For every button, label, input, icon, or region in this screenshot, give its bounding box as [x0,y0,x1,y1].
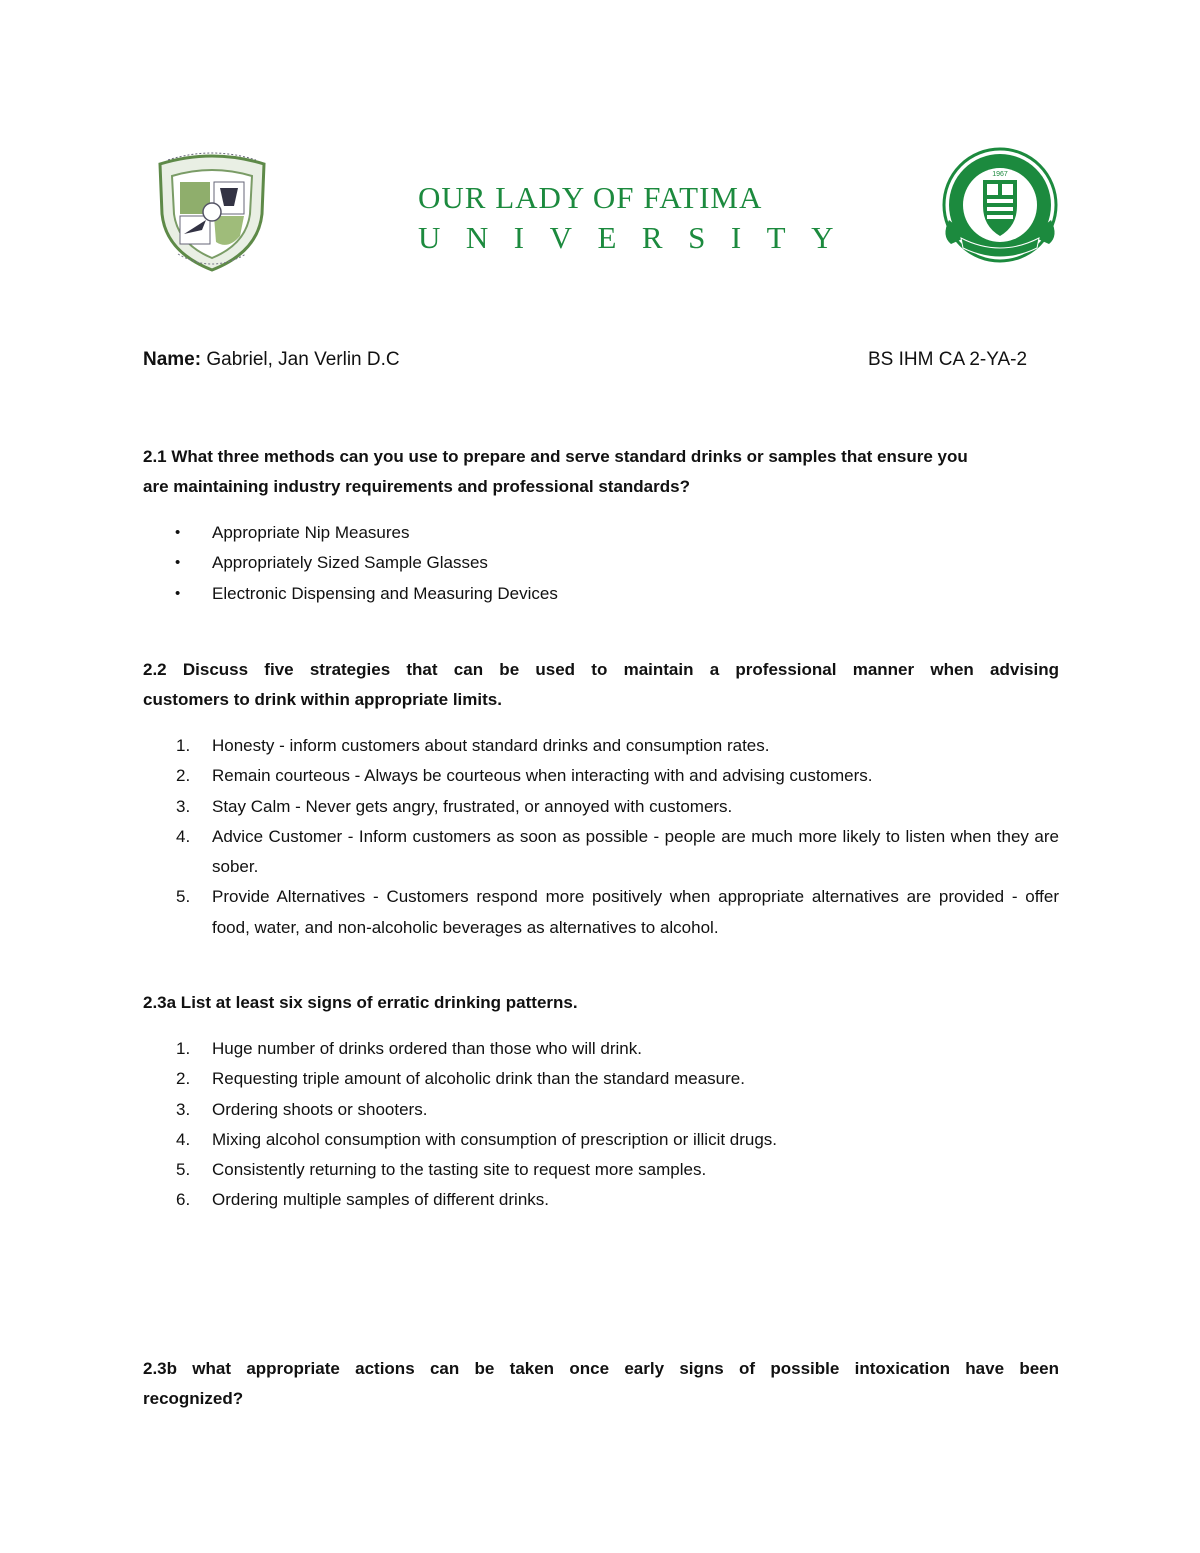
bullet-marker: • [175,554,181,572]
question-2-1-line1: 2.1 What three methods can you use to prepare and serve standard drinks or samples that ensure you [143,447,968,466]
university-name-line1: OUR LADY OF FATIMA [418,180,763,215]
question-2-2 [143,655,1059,715]
university-seal-logo [941,146,1059,264]
list-item: 2. Remain courteous - Always be courteous when interacting with and advising customers. [176,766,873,786]
question-2-3b [143,1354,1059,1414]
list-item: 6. Ordering multiple samples of different drinks. [176,1190,550,1210]
student-info-row [143,349,1043,379]
question-2-3b-line2: recognized? [143,1389,244,1408]
list-item: 5. Consistently returning to the tasting site to request more samples. [176,1160,707,1180]
university-name-line2: UNIVERSITY [418,220,859,255]
list-item: 3. Stay Calm - Never gets angry, frustrated, or annoyed with customers. [176,796,733,816]
bullet-marker: • [175,524,181,541]
question-2-2-line2: customers to drink within appropriate limits. [143,690,502,709]
list-item: 3. Ordering shoots or shooters. [176,1099,428,1119]
list-item: • Appropriate Nip Measures [143,518,1059,548]
list-item: • Appropriately Sized Sample Glasses [143,548,1059,578]
list-item: 5. Provide Alternatives - Customers respond more positively when appropriate alternatives are provided - offer food, water, and non-alcoholic beverages as alternatives to alcohol. [176,887,1059,937]
answer-list-2-1 [143,518,1059,609]
name-label: Name: [143,349,202,370]
seal-year: 1967 [992,171,1008,178]
list-item: 1. Huge number of drinks ordered than those who will drink. [176,1039,642,1058]
list-item: 4. Mixing alcohol consumption with consumption of prescription or illicit drugs. [176,1129,778,1149]
list-item: • Electronic Dispensing and Measuring Devices [143,579,1059,609]
question-2-1-line2: are maintaining industry requirements and professional standards? [143,477,690,496]
question-2-3b-line1: 2.3b what appropriate actions can be taken once early signs of possible intoxication have been [143,1359,1059,1378]
question-2-2-line1: 2.2 Discuss five strategies that can be used to maintain a professional manner when advising [143,660,1059,679]
student-name: Gabriel, Jan Verlin D.C [206,349,400,370]
question-2-1 [143,442,1059,502]
list-item: 2. Requesting triple amount of alcoholic drink than the standard measure. [176,1069,745,1089]
list-item: 4. Advice Customer - Inform customers as soon as possible - people are much more likely to listen when they are sober. [176,826,1059,877]
bullet-marker: • [175,584,181,602]
class-section: BS IHM CA 2-YA-2 [868,349,1028,370]
answer-list-2-3a [143,1034,1059,1216]
college-crest-logo [150,150,274,274]
university-wordmark [418,178,859,258]
question-2-3a: 2.3a List at least six signs of erratic drinking patterns. [143,993,578,1012]
list-item: 1. Honesty - inform customers about standard drinks and consumption rates. [176,736,770,755]
answer-list-2-2 [143,731,1059,943]
